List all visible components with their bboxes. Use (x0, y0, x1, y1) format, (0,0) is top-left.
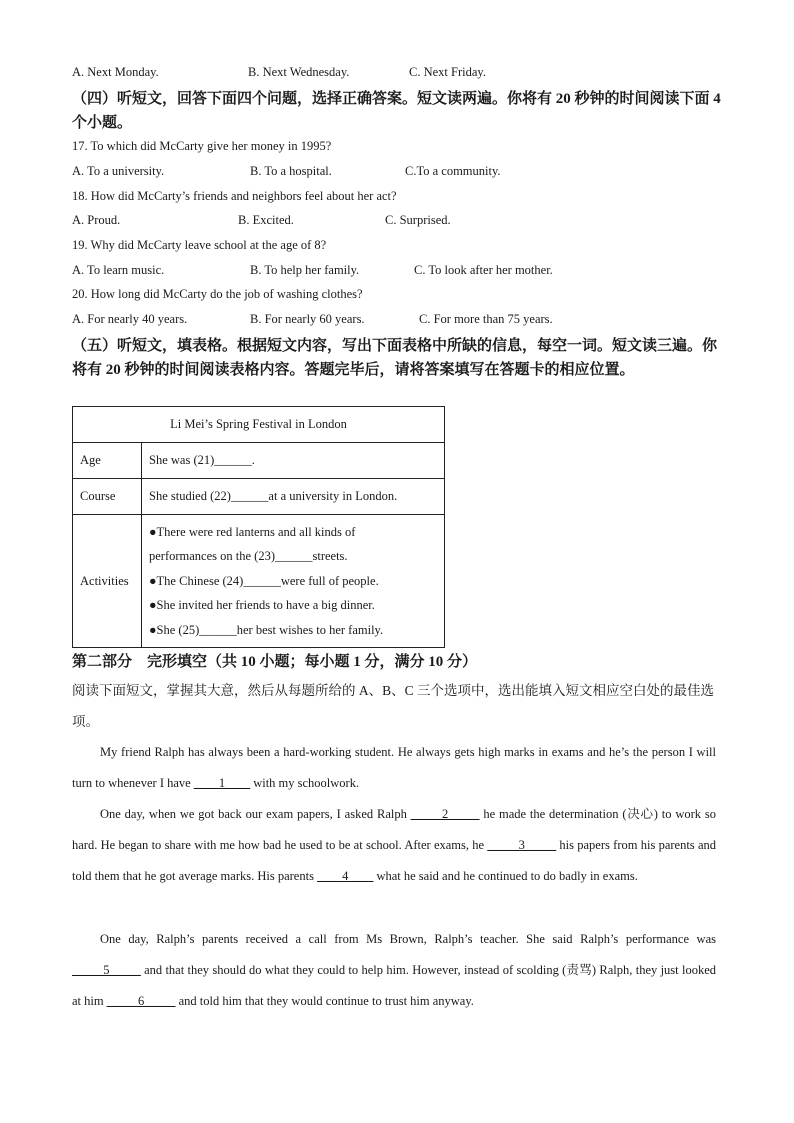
section-4-heading: （四）听短文，回答下面四个问题，选择正确答案。短文读两遍。你将有 20 秒钟的时间阅读下面 4 个小题。 (72, 91, 721, 131)
q17-option-c: C.To a community. (405, 164, 501, 178)
q18-option-a: A. Proud. (72, 213, 121, 227)
blank-6: _____6_____ (106, 994, 176, 1008)
passage-text: My friend Ralph has always been a hard-working student. He always gets high marks in exams and he’s the person I will turn to whenever I have (72, 745, 716, 790)
table-row-activities (73, 515, 445, 648)
blank-5: _____5_____ (72, 963, 141, 977)
row-label-course: Course (73, 479, 142, 515)
q19-option-b: B. To help her family. (250, 263, 360, 277)
passage-text: his papers from his parents and told them that he got average marks. His parents (72, 838, 716, 883)
blank-1: ____1____ (193, 776, 251, 790)
table-title: Li Mei’s Spring Festival in London (73, 407, 445, 443)
section-5-heading: （五）听短文，填表格。根据短文内容，写出下面表格中所缺的信息，每空一词。短文读三遍。你将有 20 秒钟的时间阅读表格内容。答题完毕后，请将答案填写在答题卡的相应位置。 (72, 338, 718, 378)
table-row-course (73, 479, 445, 515)
q20-option-b: B. For nearly 60 years. (250, 312, 365, 326)
passage-text: and that they should do what they could to help him. However, instead of scolding (责骂) Ralph, they just looked at him (72, 963, 716, 1008)
activities-list (142, 515, 445, 648)
activity-line: ●The Chinese (24)______were full of people. (149, 573, 379, 588)
blank-2: _____2_____ (410, 807, 480, 821)
option-a: A. Next Monday. (72, 65, 159, 79)
q18-option-b: B. Excited. (238, 213, 294, 227)
row-label-age: Age (73, 443, 142, 479)
blank-4: ____4____ (317, 869, 374, 883)
row-content-course: She studied (22)______at a university in London. (142, 479, 445, 515)
part-2-instructions: 阅读下面短文，掌握其大意，然后从每题所给的 A、B、C 三个选项中，选出能填入短文相应空白处的最佳选项。 (72, 683, 715, 729)
q20-option-a: A. For nearly 40 years. (72, 312, 188, 326)
passage-text: with my schoolwork. (250, 776, 360, 790)
blank-3: _____3_____ (487, 838, 557, 852)
q17-option-b: B. To a hospital. (250, 164, 332, 178)
activity-line: ●There were red lanterns and all kinds of (149, 524, 356, 539)
question-20: 20. How long did McCarty do the job of washing clothes? (72, 287, 363, 301)
passage-text: and told him that they would continue to trust him anyway. (175, 994, 474, 1008)
option-c: C. Next Friday. (409, 65, 486, 79)
q18-option-c: C. Surprised. (385, 213, 451, 227)
passage-text: One day, Ralph’s parents received a call from Ms Brown, Ralph’s teacher. She said Ralph’s performance was (100, 932, 716, 946)
passage-paragraph-2 (72, 799, 716, 892)
passage-paragraph-3 (72, 924, 716, 1017)
festival-info-table (72, 406, 445, 648)
passage-text: One day, when we got back our exam papers, I asked Ralph (100, 807, 411, 821)
activity-line: ●She (25)______her best wishes to her family. (149, 622, 384, 637)
table-row-age (73, 443, 445, 479)
question-19: 19. Why did McCarty leave school at the age of 8? (72, 238, 327, 252)
q19-option-a: A. To learn music. (72, 263, 165, 277)
question-17: 17. To which did McCarty give her money in 1995? (72, 139, 332, 153)
passage-text: he made the determination (决心) to work so hard. He began to share with me how bad he used to be at school. After exams, he (72, 807, 716, 852)
part-2-heading: 第二部分 完形填空（共 10 小题；每小题 1 分，满分 10 分） (72, 654, 478, 670)
activity-line: performances on the (23)______streets. (149, 549, 348, 564)
option-b: B. Next Wednesday. (248, 65, 350, 79)
q20-option-c: C. For more than 75 years. (419, 312, 553, 326)
q17-option-a: A. To a university. (72, 164, 165, 178)
question-18: 18. How did McCarty’s friends and neighbors feel about her act? (72, 189, 397, 203)
row-label-activities: Activities (73, 515, 142, 648)
passage-paragraph-1 (72, 737, 716, 799)
q19-option-c: C. To look after her mother. (414, 263, 553, 277)
passage-text: what he said and he continued to do badly in exams. (373, 869, 638, 883)
row-content-age: She was (21)______. (142, 443, 445, 479)
activity-line: ●She invited her friends to have a big dinner. (149, 598, 375, 613)
